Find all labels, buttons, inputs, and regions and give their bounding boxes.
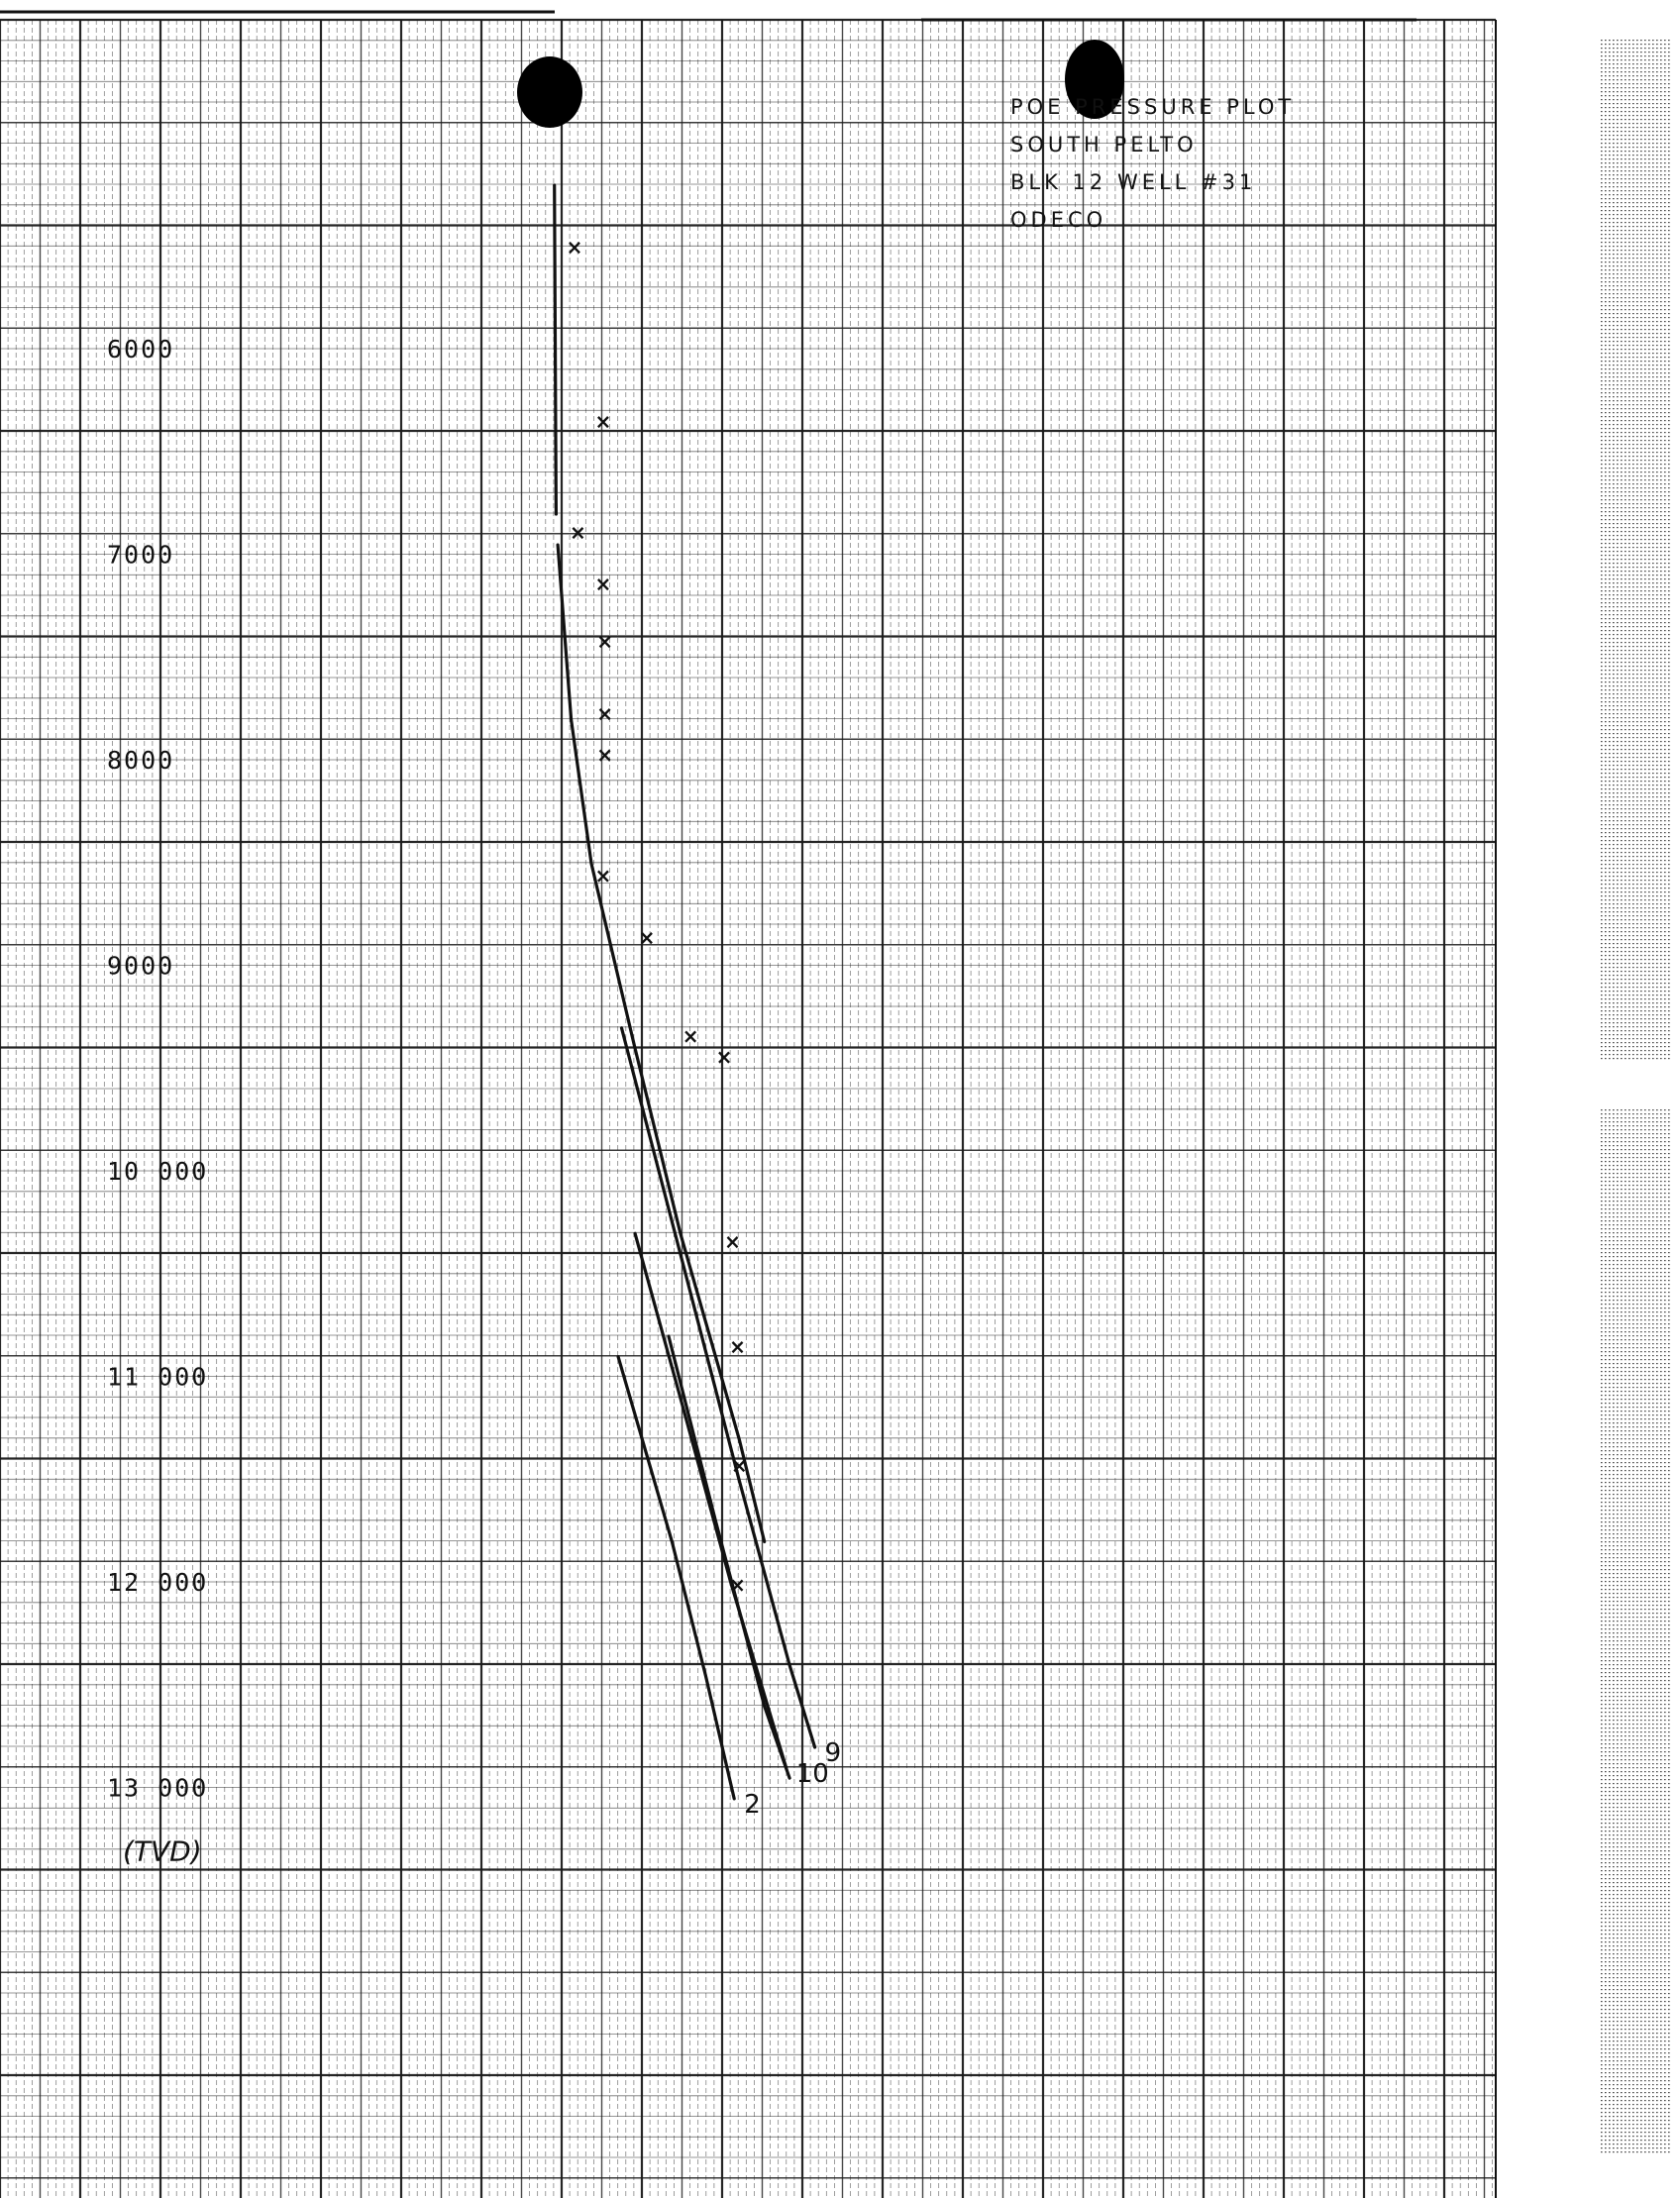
data-point-marker: ×: [596, 629, 613, 654]
series-name-label: 9: [824, 1738, 842, 1768]
data-point-marker: ×: [730, 1453, 748, 1478]
title-line: POE PRESSURE PLOT: [1010, 95, 1296, 119]
dotted-strip-lower: [1599, 1109, 1670, 2154]
series-line: [555, 185, 557, 514]
y-tick-label: 8000: [107, 746, 175, 775]
data-point-marker: ×: [729, 1573, 746, 1598]
data-point-marker: ×: [729, 1334, 746, 1359]
data-point-marker: ×: [682, 1024, 699, 1048]
data-point-marker: ×: [570, 520, 586, 545]
y-tick-label: 11 000: [107, 1362, 209, 1392]
title-line: BLK 12 WELL #31: [1010, 170, 1257, 194]
title-line: SOUTH PELTO: [1010, 133, 1198, 157]
title-line: ODECO: [1010, 208, 1107, 232]
data-point-marker: ×: [596, 701, 613, 726]
data-point-marker: ×: [566, 235, 583, 260]
y-tick-label: 9000: [107, 951, 175, 981]
y-axis-title: (TVD): [123, 1834, 202, 1868]
y-tick-label: 6000: [107, 335, 175, 364]
data-point-marker: ×: [594, 572, 612, 596]
series-line: [622, 1028, 815, 1747]
series-name-label: 10: [795, 1758, 829, 1789]
data-point-marker: ×: [715, 1044, 733, 1069]
y-axis-tick-labels: [107, 335, 208, 1803]
edge-strip: [1599, 40, 1670, 2154]
data-point-marker: ×: [596, 742, 613, 767]
data-point-marker: ×: [638, 925, 656, 950]
series-line: [558, 545, 765, 1541]
y-tick-label: 12 000: [107, 1568, 209, 1597]
data-point-marker: ×: [594, 864, 612, 889]
data-point-marker: ×: [724, 1229, 741, 1254]
y-tick-label: 7000: [107, 540, 175, 570]
punch-hole: [517, 56, 582, 128]
graph-paper-grid: [0, 12, 1496, 2198]
data-point-marker: ×: [594, 409, 612, 434]
series-line: [618, 1357, 734, 1799]
dotted-strip-upper: [1599, 40, 1670, 1060]
series-name-label: 2: [744, 1789, 761, 1820]
y-tick-label: 13 000: [107, 1773, 209, 1803]
y-tick-label: 10 000: [107, 1157, 209, 1186]
y-axis-label: [123, 1835, 202, 1868]
